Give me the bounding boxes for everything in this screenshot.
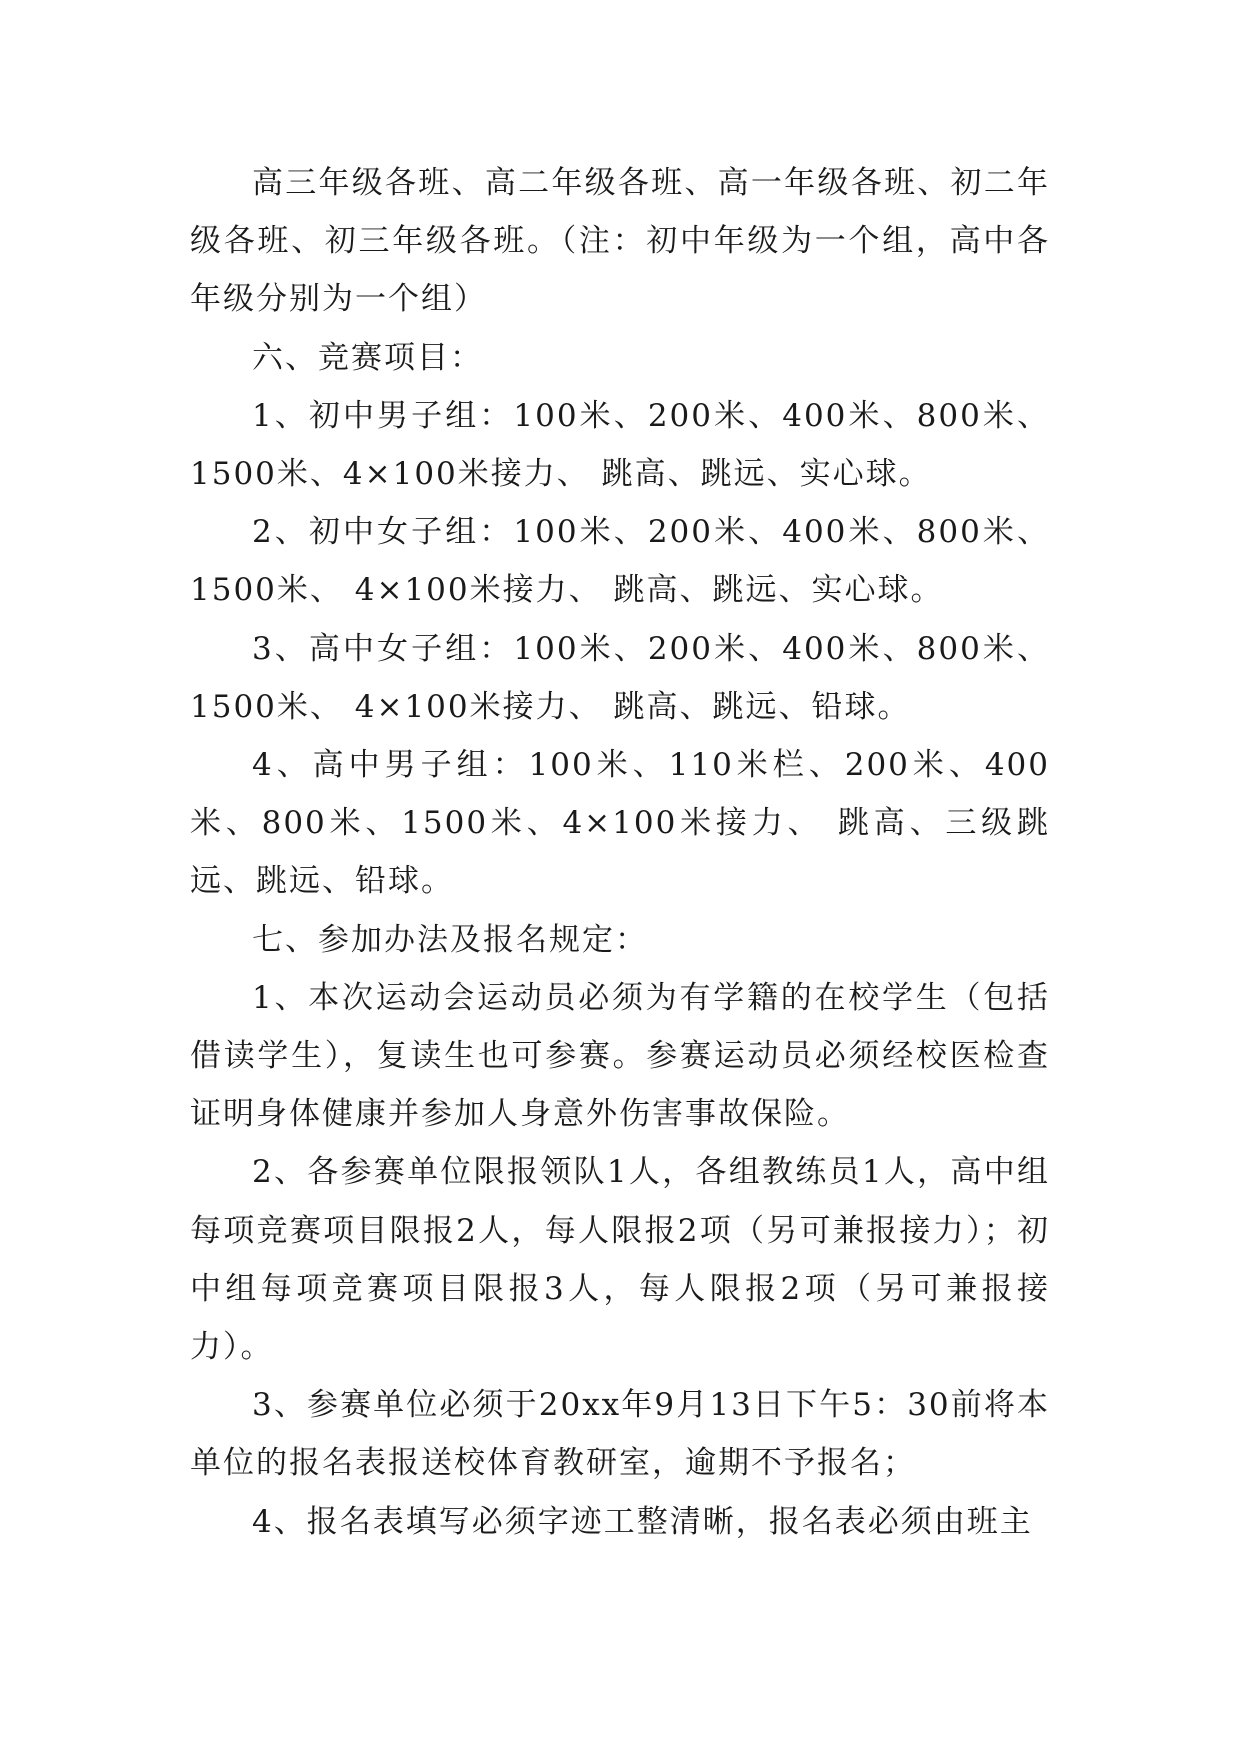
section-heading-registration: 七、参加办法及报名规定： bbox=[252, 921, 648, 958]
paragraph-entry-limits: 2、各参赛单位限报领队1人，各组教练员1人，高中组每项竞赛项目限报2人，每人限报2项（另可兼报接力）；初中组每项竞赛项目限报3人，每人限报2项（另可兼报接力）。 bbox=[190, 1154, 1050, 1366]
paragraph-form-requirements: 4、报名表填写必须字迹工整清晰，报名表必须由班主 bbox=[252, 1503, 1033, 1540]
section-heading-events: 六、竞赛项目： bbox=[252, 339, 483, 376]
paragraph-deadline: 3、参赛单位必须于20xx年9月13日下午5：30前将本单位的报名表报送校体育教研室，逾期不予报名； bbox=[190, 1387, 1050, 1482]
paragraph-participating-classes: 高三年级各班、高二年级各班、高一年级各班、初二年级各班、初三年级各班。（注：初中年级为一个组，高中各年级分别为一个组） bbox=[190, 165, 1050, 318]
paragraph-senior-boys-events: 4、高中男子组：100米、110米栏、200米、400米、800米、1500米、4×100米接力、 跳高、三级跳远、跳远、铅球。 bbox=[190, 747, 1050, 900]
document-body bbox=[190, 154, 1050, 1551]
paragraph-eligibility: 1、本次运动会运动员必须为有学籍的在校学生（包括借读学生），复读生也可参赛。参赛运动员必须经校医检查证明身体健康并参加人身意外伤害事故保险。 bbox=[190, 979, 1050, 1133]
paragraph-senior-girls-events: 3、高中女子组：100米、200米、400米、800米、1500米、 4×100米接力、 跳高、跳远、铅球。 bbox=[190, 630, 1050, 725]
paragraph-junior-girls-events: 2、初中女子组：100米、200米、400米、800米、1500米、 4×100米接力、 跳高、跳远、实心球。 bbox=[190, 514, 1050, 609]
paragraph-junior-boys-events: 1、初中男子组：100米、200米、400米、800米、1500米、4×100米接力、 跳高、跳远、实心球。 bbox=[190, 397, 1050, 493]
